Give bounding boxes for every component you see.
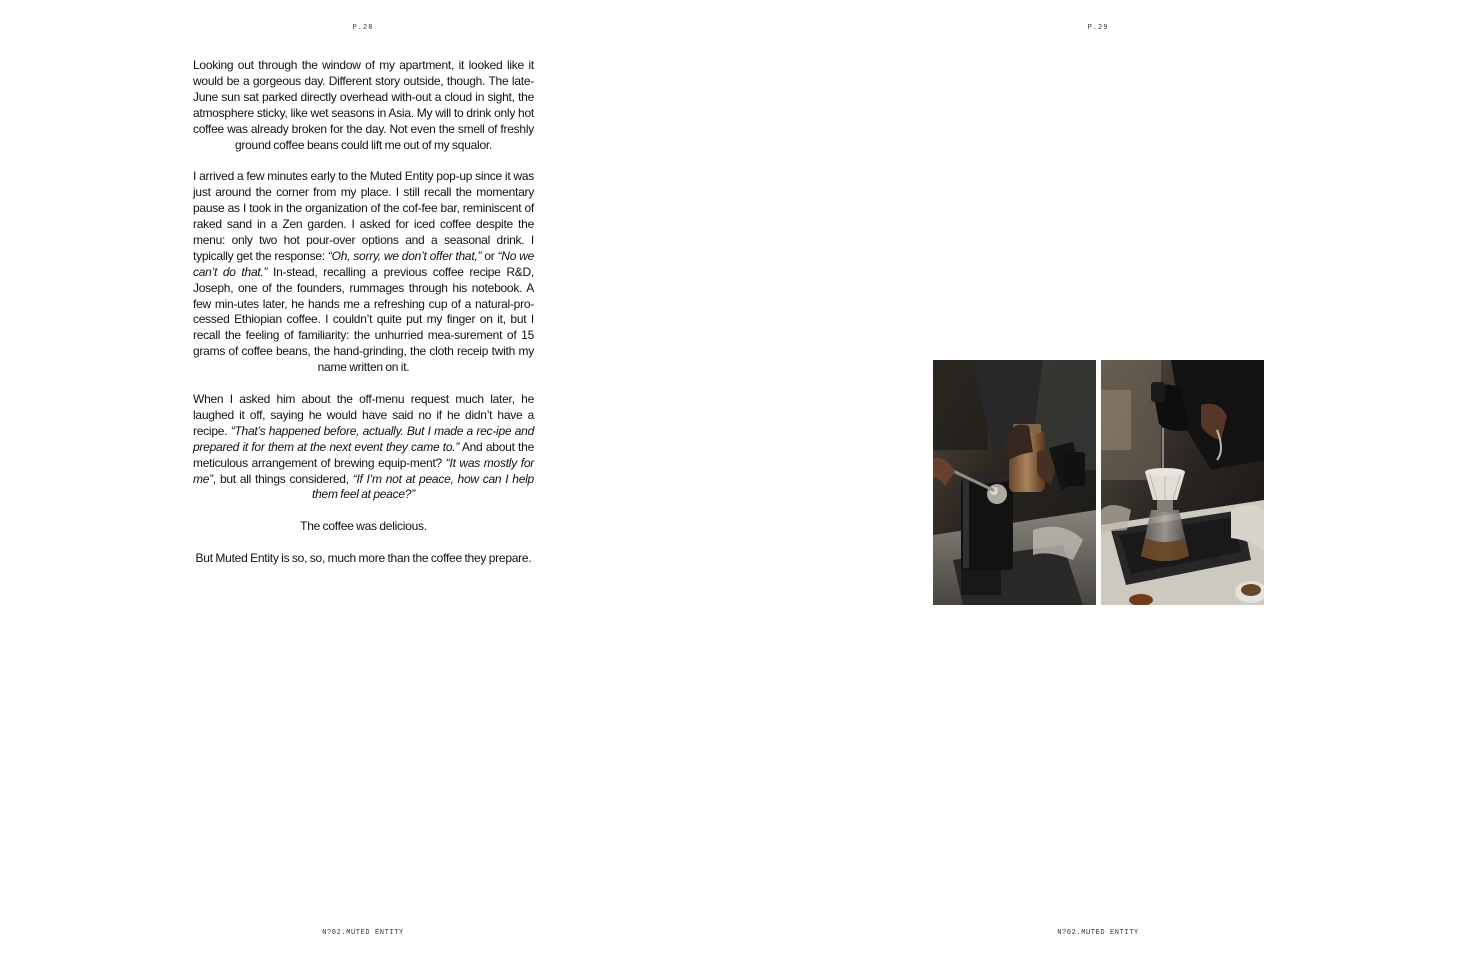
- paragraph-3-text-c: , but all things considered,: [212, 471, 353, 486]
- quote-mostly-for-me: “It was mostly for me”: [193, 455, 534, 486]
- footer-left: N?02.MUTED ENTITY: [322, 929, 404, 937]
- paragraph-2-text-c: In-stead, recalling a previous coffee recipe R&D, Joseph, one of the founders, rummages through his notebook. A few min-utes later, he hands me a refreshing cup of a natural-pro-cessed Ethiopian coffee. I couldn’t quite put my finger on it, but I recall the feeling of familiarity: the unhurried mea-surement of 15 grams of coffee beans, the hand-grinding, the cloth receip twith my name written on it.: [193, 264, 535, 375]
- paragraph-3-text-b: And about the meticulous arrangement of brewing equip-ment?: [193, 439, 534, 470]
- quote-sorry: “Oh, sorry, we don’t offer that,”: [327, 248, 482, 263]
- paragraph-3-text-a: When I asked him about the off-menu request much later, he laughed it off, saying he would have said no if he didn’t have a recipe.: [193, 392, 534, 438]
- right-page: [730, 0, 1460, 962]
- paragraph-4: The coffee was delicious.: [300, 519, 427, 534]
- page-number-right: P.29: [1087, 24, 1109, 32]
- paragraph-5: But Muted Entity is so, so, much more than the coffee they prepare.: [195, 551, 532, 566]
- footer-right: N?02.MUTED ENTITY: [1057, 929, 1139, 937]
- photo-pair: [933, 360, 1264, 605]
- paragraph-2-text-a: I arrived a few minutes early to the Muted Entity pop-up since it was just around the corner from my place. I still recall the momentary pause as I took in the organization of the cof-fee bar, reminiscent of raked sand in a Zen garden. I asked for iced coffee despite the menu: only two hot pour-over options and a seasonal drink. I typically get the response:: [193, 169, 534, 263]
- photo-grinder-image: [933, 360, 1096, 605]
- paragraph-3: [193, 392, 534, 503]
- quote-happened-before: “That’s happened before, actually. But I made a rec-ipe and prepared it for them at the next event they came to.”: [193, 423, 534, 454]
- page-number-left: P.28: [352, 24, 374, 32]
- quote-at-peace: “If I’m not at peace, how can I help them feel at peace?”: [312, 471, 534, 502]
- quote-cant-do: “No we can’t do that.”: [193, 248, 534, 279]
- paragraph-2-text-b: or: [481, 248, 498, 263]
- photo-pour-over: [1101, 360, 1264, 605]
- article-text: [193, 58, 534, 583]
- paragraph-2: [193, 169, 534, 376]
- photo-grinder: [933, 360, 1096, 605]
- photo-pour-over-image: [1101, 360, 1264, 605]
- paragraph-1: Looking out through the window of my apartment, it looked like it would be a gorgeous day. Different story outside, though. The late-June sun sat parked directly overhead with-out a cloud in sight, the atmosphere sticky, like wet seasons in Asia. My will to drink only hot coffee was already broken for the day. Not even the smell of freshly ground coffee beans could lift me out of my squalor.: [193, 58, 534, 152]
